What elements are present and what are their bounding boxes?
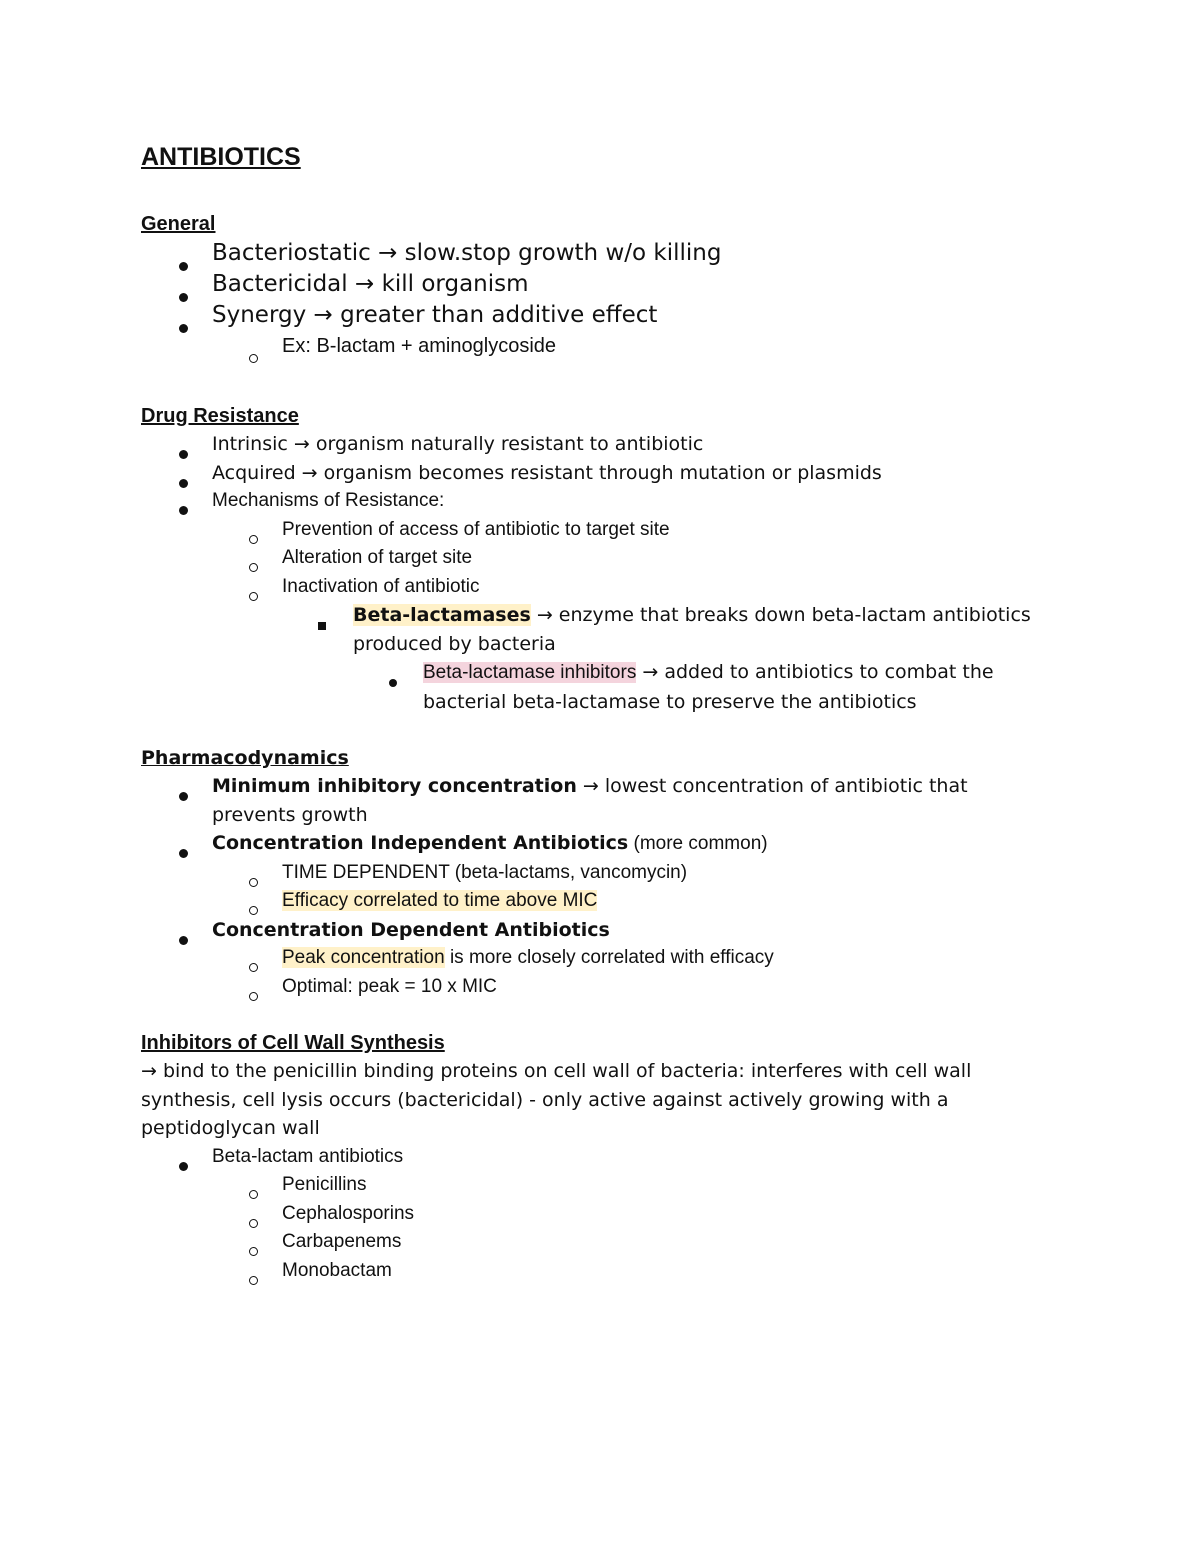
section-heading-general: General — [141, 213, 216, 235]
list-item: Penicillins — [141, 1171, 1041, 1200]
bullet-icon — [179, 781, 188, 810]
general-list — [141, 238, 1041, 362]
list-item: Prevention of access of antibiotic to target site — [141, 516, 1041, 545]
list-item: Beta-lactam antibiotics — [141, 1143, 1041, 1172]
list-item — [141, 887, 1041, 916]
list-item: Optimal: peak = 10 x MIC — [141, 973, 1041, 1002]
list-item: Mechanisms of Resistance: — [141, 487, 1041, 516]
hollow-bullet-icon — [249, 342, 258, 373]
section-heading-drug-resistance: Drug Resistance — [141, 405, 299, 427]
list-item: Beta-lactamases → enzyme that breaks down beta-lactam antibiotics produced by bacteria — [141, 601, 1041, 658]
list-item: Concentration Independent Antibiotics (more common) — [141, 829, 1041, 859]
cell-wall-description: → bind to the penicillin binding proteins on cell wall of bacteria: interferes with cell wall synthesis, cell lysis occurs (bactericidal) - only active against actively growing with a peptidoglycan wall — [141, 1060, 972, 1139]
section-heading-cell-wall: Inhibitors of Cell Wall Synthesis — [141, 1032, 445, 1054]
page-title: ANTIBIOTICS — [141, 143, 301, 171]
list-item: Monobactam — [141, 1257, 1041, 1286]
highlighted-text: Peak concentration — [282, 947, 445, 968]
pharmacodynamics-list — [141, 772, 1041, 1001]
list-item: Ex: B-lactam + aminoglycoside — [141, 331, 1041, 362]
list-item: Synergy → greater than additive effect — [141, 300, 1041, 331]
list-item: Minimum inhibitory concentration → lowest concentration of antibiotic that prevents growth — [141, 772, 1041, 829]
list-item: Inactivation of antibiotic — [141, 573, 1041, 602]
hollow-bullet-icon — [249, 982, 258, 1011]
resistance-list — [141, 430, 1041, 716]
cell-wall-list — [141, 1143, 1041, 1286]
document-page — [141, 140, 1041, 1285]
list-item: Alteration of target site — [141, 544, 1041, 573]
list-item: Peak concentration is more closely correlated with efficacy — [141, 944, 1041, 973]
list-item: Bacteriostatic → slow.stop growth w/o killing — [141, 238, 1041, 269]
list-item: TIME DEPENDENT (beta-lactams, vancomycin) — [141, 859, 1041, 888]
hollow-bullet-icon — [249, 1266, 258, 1295]
list-item: Acquired → organism becomes resistant through mutation or plasmids — [141, 459, 1041, 488]
highlighted-term: Beta-lactamases — [353, 604, 531, 626]
bullet-icon — [389, 667, 397, 696]
list-item: Bactericidal → kill organism — [141, 269, 1041, 300]
section-heading-pharmacodynamics: Pharmacodynamics — [141, 747, 349, 769]
list-item: Beta-lactamase inhibitors → added to antibiotics to combat the bacterial beta-lactamase to preserve the antibiotics — [141, 658, 1041, 716]
list-item: Concentration Dependent Antibiotics — [141, 916, 1041, 945]
highlighted-text: Efficacy correlated to time above MIC — [282, 890, 598, 911]
highlighted-term: Beta-lactamase inhibitors — [423, 662, 637, 683]
list-item: Carbapenems — [141, 1228, 1041, 1257]
list-item: Cephalosporins — [141, 1200, 1041, 1229]
square-bullet-icon — [318, 610, 326, 639]
list-item: Intrinsic → organism naturally resistant to antibiotic — [141, 430, 1041, 459]
